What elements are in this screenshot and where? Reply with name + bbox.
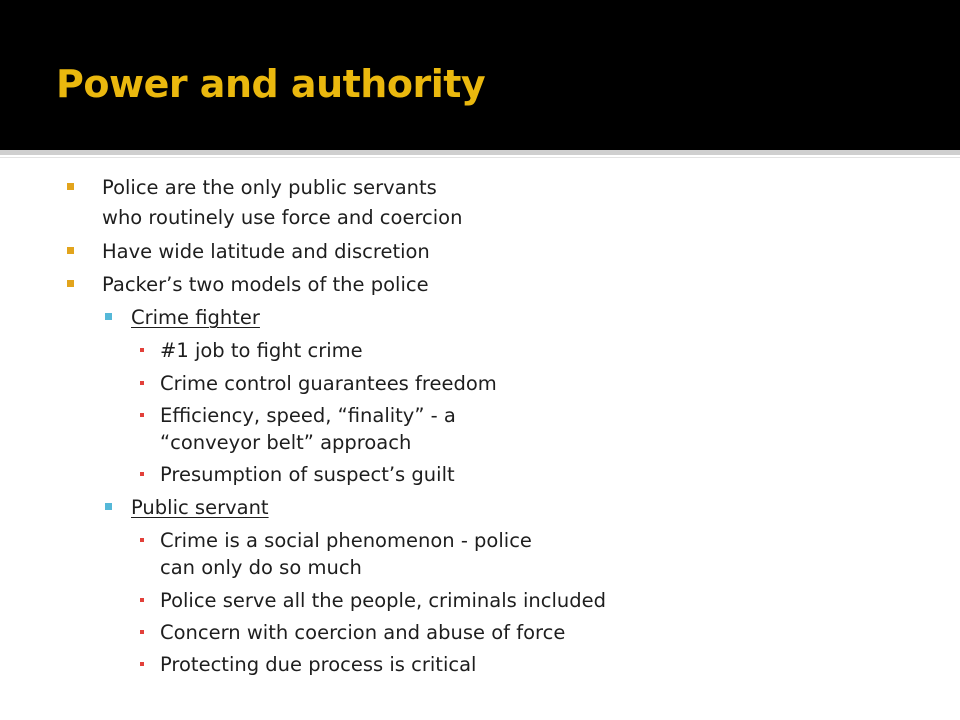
square-bullet-icon xyxy=(140,348,144,352)
bullet-text: Concern with coercion and abuse of force xyxy=(160,621,566,644)
bullet-text: Police are the only public servants xyxy=(102,176,437,199)
model-heading-public-servant: Public servant xyxy=(131,496,269,519)
square-bullet-icon xyxy=(140,472,144,476)
square-bullet-icon xyxy=(140,630,144,634)
bullet-text-continuation: “conveyor belt” approach xyxy=(160,431,412,454)
square-bullet-icon xyxy=(67,183,74,190)
square-bullet-icon xyxy=(140,381,144,385)
square-bullet-icon xyxy=(140,413,144,417)
square-bullet-icon xyxy=(105,313,112,320)
square-bullet-icon xyxy=(67,280,74,287)
bullet-text-continuation: who routinely use force and coercion xyxy=(102,206,463,229)
bullet-text: Protecting due process is critical xyxy=(160,653,477,676)
slide-title: Power and authority xyxy=(56,62,486,106)
square-bullet-icon xyxy=(67,247,74,254)
square-bullet-icon xyxy=(140,598,144,602)
bullet-text-continuation: can only do so much xyxy=(160,556,362,579)
bullet-text: #1 job to fight crime xyxy=(160,339,363,362)
bullet-text: Efficiency, speed, “finality” - a xyxy=(160,404,456,427)
model-heading-crime-fighter: Crime fighter xyxy=(131,306,260,329)
bullet-text: Crime control guarantees freedom xyxy=(160,372,497,395)
bullet-text: Police serve all the people, criminals included xyxy=(160,589,607,612)
square-bullet-icon xyxy=(140,538,144,542)
square-bullet-icon xyxy=(140,662,144,666)
bullet-text: Packer’s two models of the police xyxy=(102,273,429,296)
square-bullet-icon xyxy=(105,503,112,510)
bullet-text: Have wide latitude and discretion xyxy=(102,240,430,263)
bullet-text: Crime is a social phenomenon - police xyxy=(160,529,532,552)
bullet-text: Presumption of suspect’s guilt xyxy=(160,463,455,486)
